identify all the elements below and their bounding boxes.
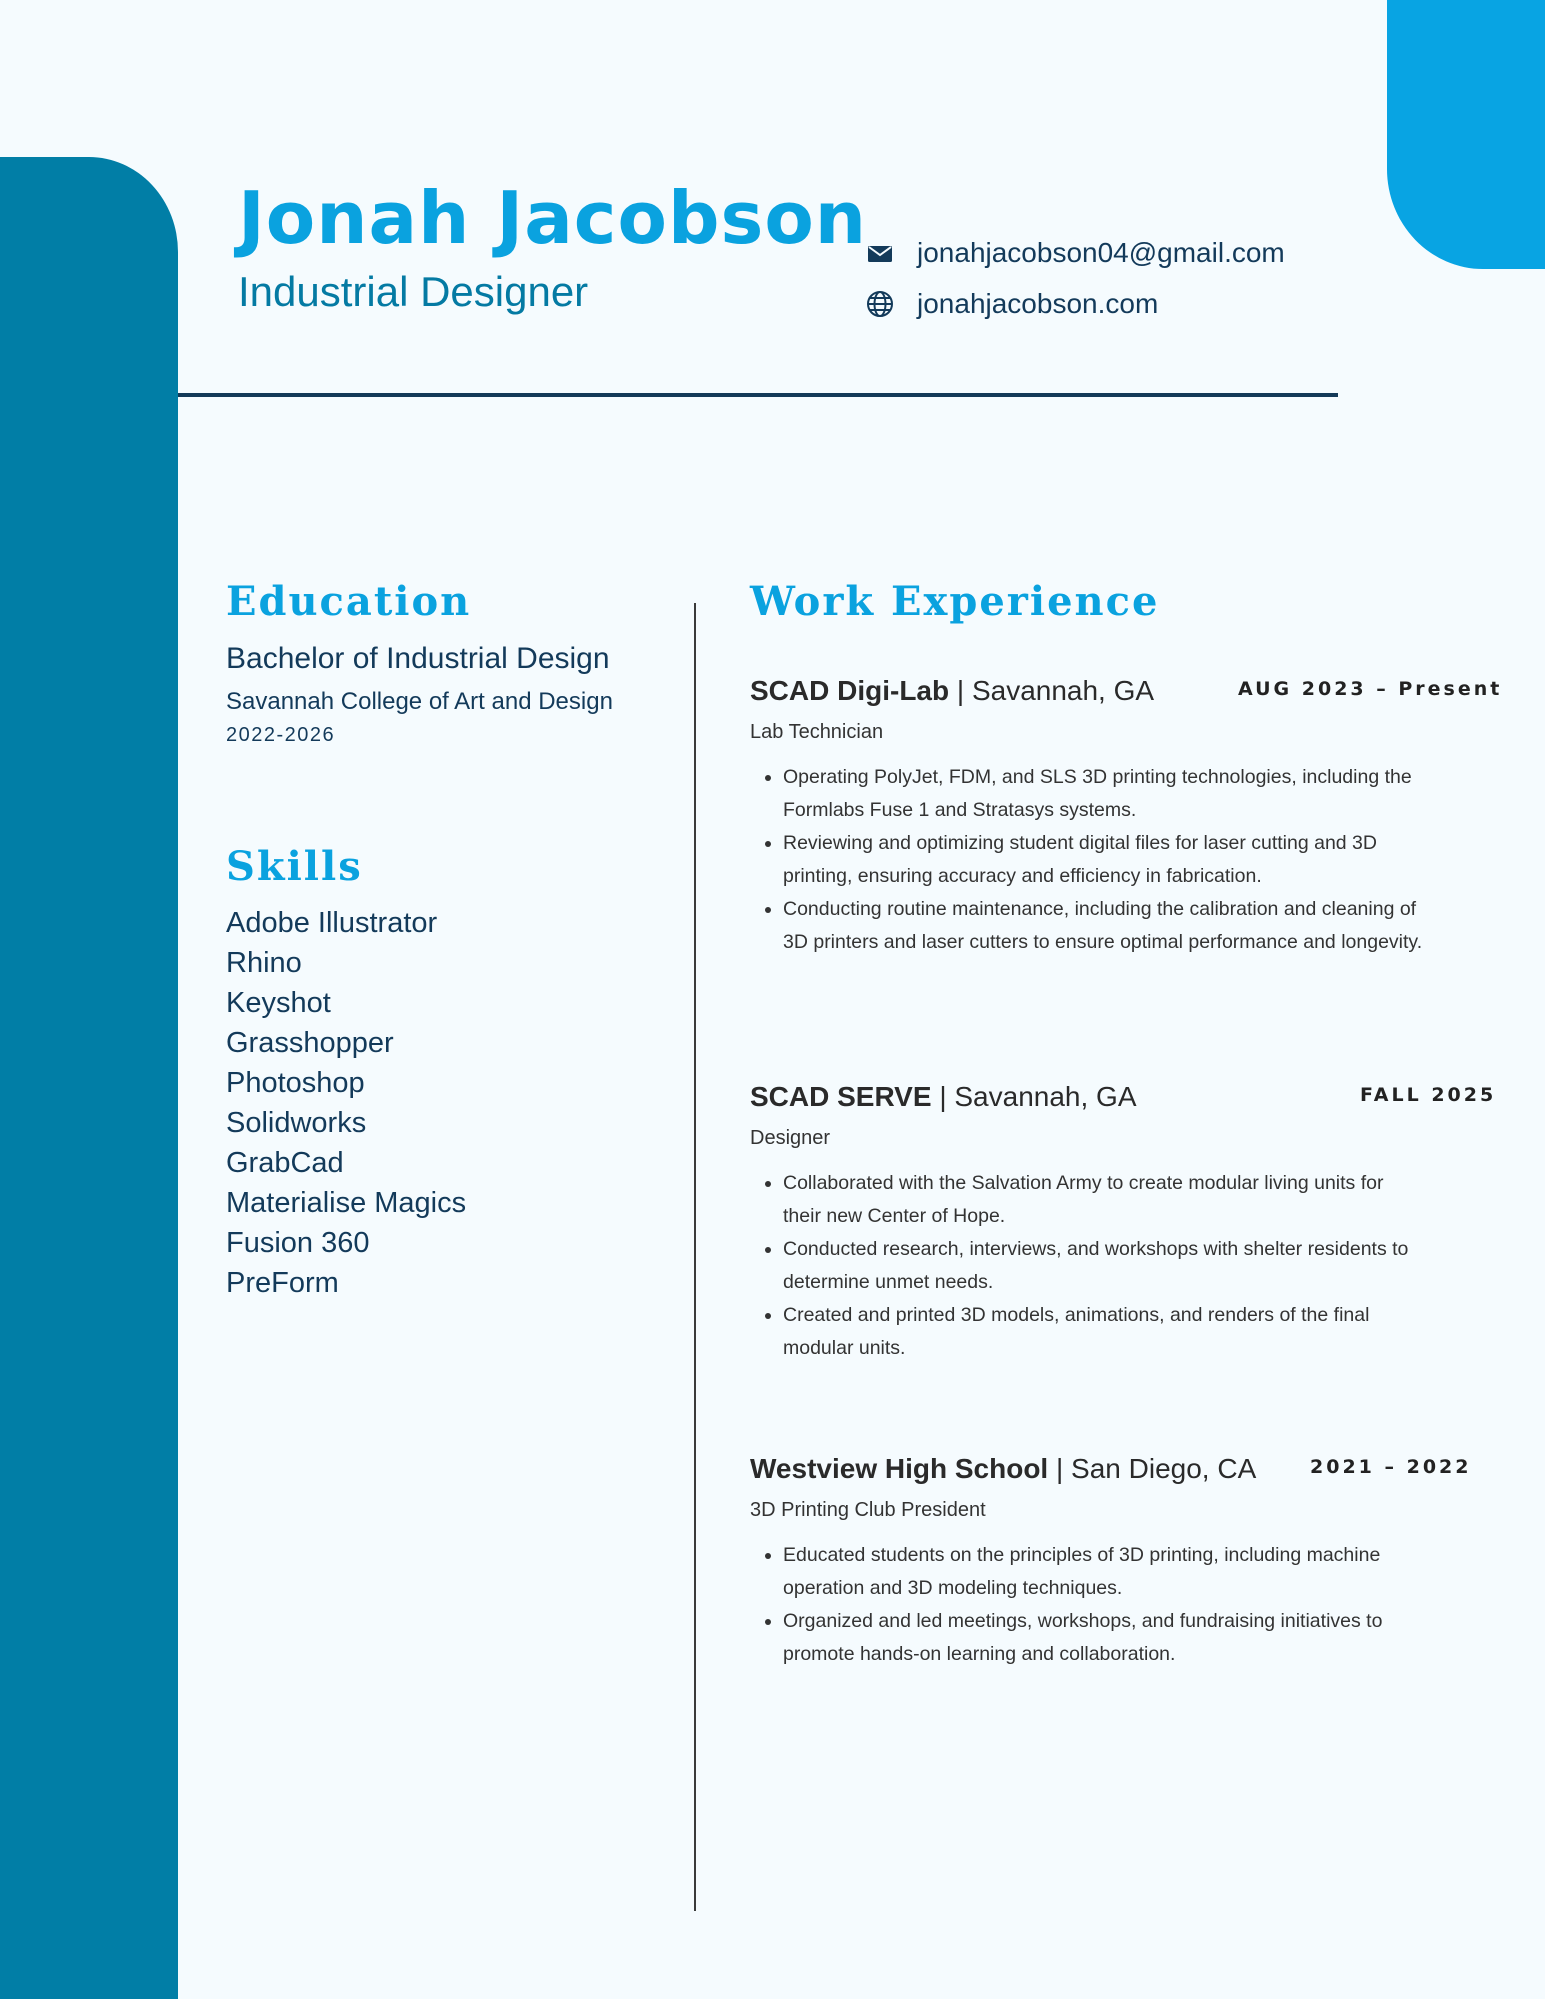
skill-item: Photoshop [226, 1067, 365, 1099]
decorative-left-bar [0, 157, 178, 1999]
job-bullet: • Organized and led meetings, workshops, and fundraising initiatives to promote hands-on learning and collaboration. [783, 1605, 1423, 1671]
skill-item: Fusion 360 [226, 1227, 370, 1259]
job-bullet: • Collaborated with the Salvation Army to create modular living units for their new Center of Hope. [783, 1167, 1423, 1233]
job-bullet: • Reviewing and optimizing student digital files for laser cutting and 3D printing, ensuring accuracy and efficiency in fabrication. [783, 827, 1423, 893]
education-school: Savannah College of Art and Design [226, 688, 613, 715]
skill-item: Solidworks [226, 1107, 367, 1139]
decorative-corner-shape [1387, 0, 1545, 269]
job-bullets [750, 1167, 1423, 1365]
education-years: 2022-2026 [226, 724, 336, 746]
skill-item: PreForm [226, 1267, 339, 1299]
website-text[interactable]: jonahjacobson.com [917, 288, 1159, 319]
job-title: Designer [750, 1127, 831, 1149]
job-dates: FALL 2025 [1360, 1084, 1497, 1106]
job-bullets [750, 1539, 1423, 1671]
job-bullet: • Educated students on the principles of 3D printing, including machine operation and 3D modeling techniques. [783, 1539, 1423, 1605]
skills-list [226, 903, 466, 1303]
job-heading [750, 1453, 1256, 1485]
education-heading: Education [226, 578, 472, 625]
globe-icon [865, 289, 895, 319]
job-bullet: • Created and printed 3D models, animations, and renders of the final modular units. [783, 1299, 1423, 1365]
job-organization: Westview High School [750, 1453, 1049, 1484]
skill-item: Materialise Magics [226, 1187, 467, 1219]
job-dates: AUG 2023 – Present [1238, 678, 1503, 700]
header-divider [178, 393, 1338, 397]
job-bullet: • Operating PolyJet, FDM, and SLS 3D printing technologies, including the Formlabs Fuse 1 and Stratasys systems. [783, 761, 1423, 827]
skill-item: Keyshot [226, 987, 331, 1019]
job-title: Lab Technician [750, 721, 884, 743]
email-text[interactable]: jonahjacobson04@gmail.com [917, 237, 1285, 268]
job-location: | Savannah, GA [949, 675, 1155, 706]
job-heading [750, 1081, 1137, 1113]
job-bullet: • Conducting routine maintenance, including the calibration and cleaning of 3D printers and laser cutters to ensure optimal performance and longevity. [783, 893, 1423, 959]
job-title: 3D Printing Club President [750, 1499, 986, 1521]
candidate-name: Jonah Jacobson [238, 176, 868, 260]
job-heading [750, 675, 1154, 707]
education-degree: Bachelor of Industrial Design [226, 642, 610, 675]
skill-item: GrabCad [226, 1147, 344, 1179]
skill-item: Adobe Illustrator [226, 907, 438, 939]
job-organization: SCAD SERVE [750, 1081, 932, 1112]
job-bullets [750, 761, 1423, 959]
contact-website[interactable] [865, 288, 1158, 320]
column-divider [694, 603, 696, 1911]
work-experience-heading: Work Experience [750, 578, 1160, 625]
candidate-role: Industrial Designer [238, 268, 589, 315]
skill-item: Grasshopper [226, 1027, 394, 1059]
skill-item: Rhino [226, 947, 302, 979]
skills-heading: Skills [226, 843, 363, 890]
job-organization: SCAD Digi-Lab [750, 675, 950, 706]
job-bullet: • Conducted research, interviews, and workshops with shelter residents to determine unmet needs. [783, 1233, 1423, 1299]
envelope-icon [865, 238, 895, 268]
job-dates: 2021 – 2022 [1310, 1456, 1472, 1478]
contact-email[interactable] [865, 237, 1285, 269]
job-location: | San Diego, CA [1048, 1453, 1257, 1484]
job-location: | Savannah, GA [931, 1081, 1137, 1112]
